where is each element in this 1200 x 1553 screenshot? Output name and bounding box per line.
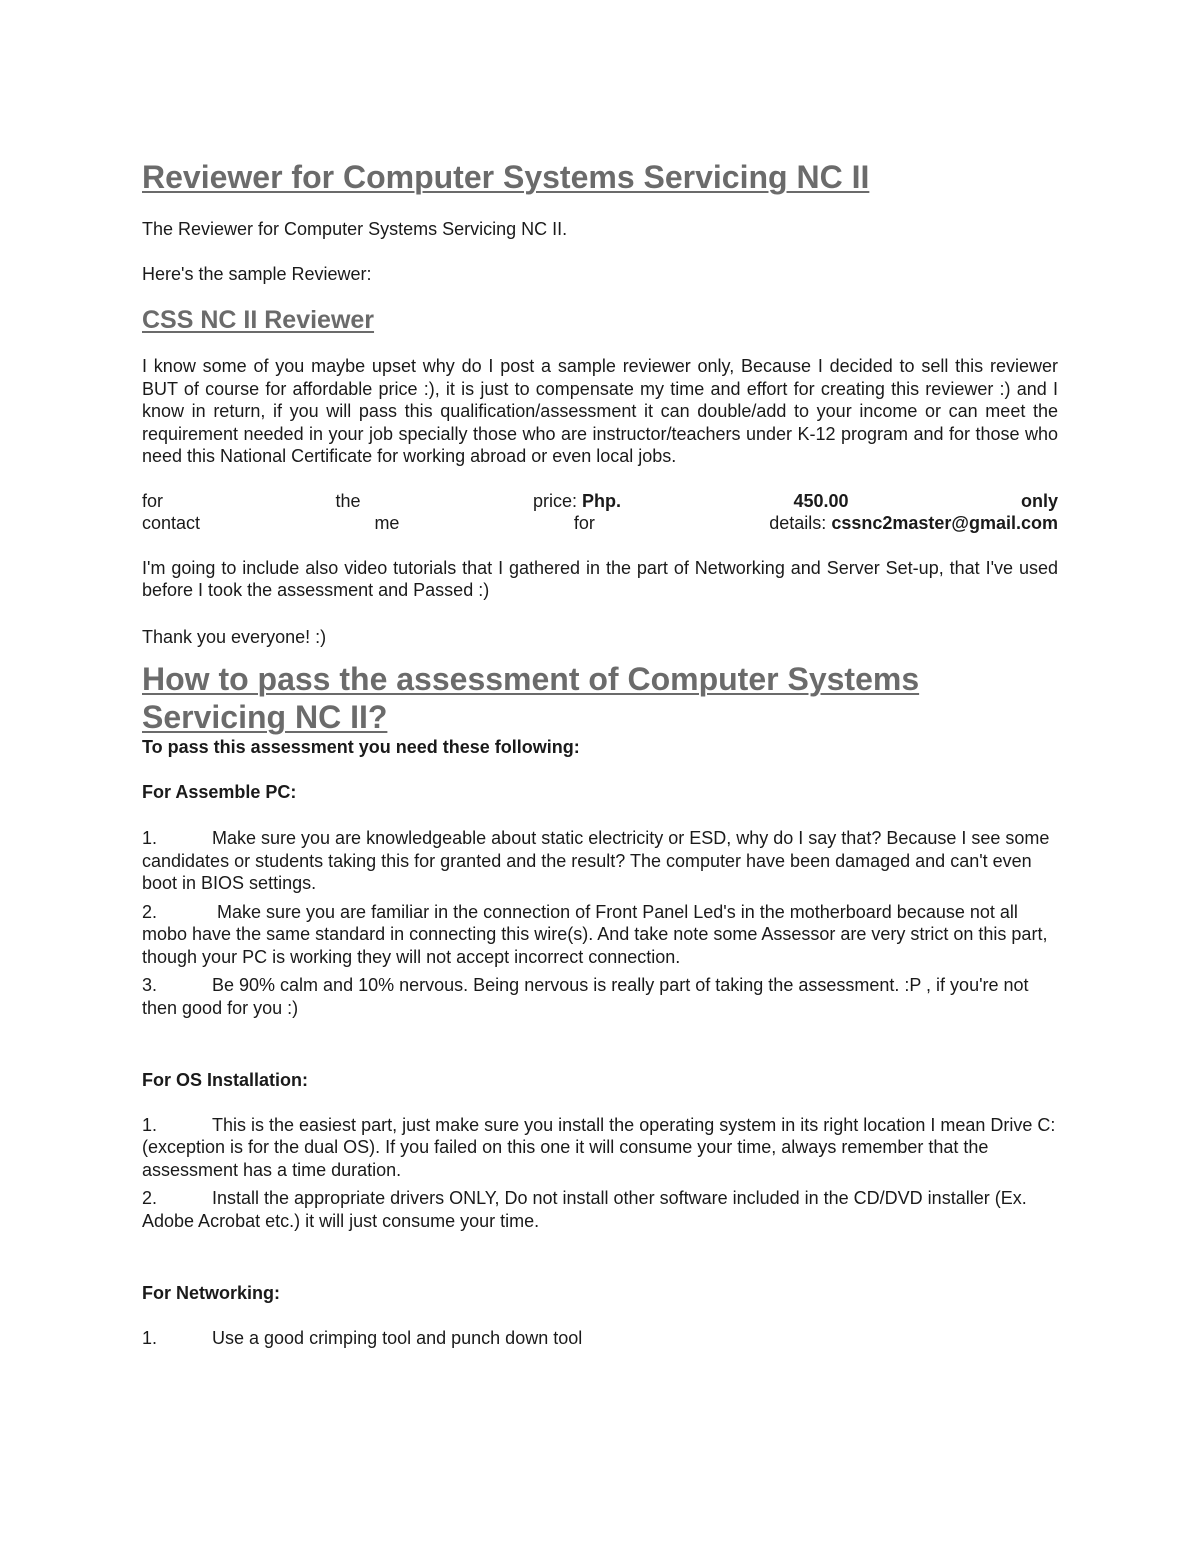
list-item: 1. Make sure you are knowledgeable about static electricity or ESD, why do I say that? Because I see some candidates or students taking this for granted and the result? The computer have been damaged and can't even boot in BIOS settings. — [142, 828, 1050, 893]
list-item: 1. Use a good crimping tool and punch down tool — [142, 1327, 583, 1348]
reviewer-heading: CSS NC II Reviewer — [142, 306, 375, 334]
price-only: only — [1020, 490, 1058, 511]
list-item: 3. Be 90% calm and 10% nervous. Being nervous is really part of taking the assessment. :P , if you're not then good for you :) — [142, 975, 1029, 1018]
how-to-pass-heading: How to pass the assessment of Computer Systems Servicing NC II? — [142, 661, 920, 735]
price-word-for: for — [142, 490, 164, 511]
price-word-the: the — [335, 490, 361, 511]
list-item: 2. Install the appropriate drivers ONLY, Do not install other software included in the CD/DVD installer (Ex. Adobe Acrobat etc.) it will just consume your time. — [142, 1188, 1027, 1231]
contact-email-link[interactable]: cssnc2master@gmail.com — [831, 513, 1058, 533]
contact-word-me: me — [374, 513, 400, 533]
page-title: Reviewer for Computer Systems Servicing NC II — [142, 159, 870, 195]
contact-word-for: for — [573, 513, 595, 533]
price-label: price: Php. — [532, 490, 621, 511]
need-line: To pass this assessment you need these following: — [142, 737, 580, 757]
section-heading-networking: For Networking: — [142, 1283, 280, 1303]
section-heading-assemble-pc: For Assemble PC: — [142, 781, 297, 802]
sample-line: Here's the sample Reviewer: — [142, 263, 372, 284]
section-heading-os-installation: For OS Installation: — [142, 1070, 309, 1090]
contact-details: details: cssnc2master@gmail.com — [769, 513, 1058, 533]
price-block — [142, 490, 1058, 535]
intro-text: The Reviewer for Computer Systems Servicing NC II. — [142, 219, 568, 239]
video-paragraph: I'm going to include also video tutorials that I gathered in the part of Networking and Server Set-up, that I've used before I took the assessment and Passed :) — [142, 557, 1058, 600]
price-line — [142, 490, 1058, 513]
contact-word-contact: contact — [142, 513, 201, 533]
price-currency: Php. — [581, 490, 621, 511]
list-item: 2. Make sure you are familiar in the connection of Front Panel Led's in the motherboard because not all mobo have the same standard in connecting this wire(s). And take note some Assessor are very strict on this part, though your PC is working they will not accept incorrect connection. — [142, 901, 1048, 967]
sales-paragraph: I know some of you maybe upset why do I post a sample reviewer only, Because I decided to sell this reviewer BUT of course for affordable price :), it is just to compensate my time and effort for creating this reviewer :) and I know in return, if you will pass this qualification/assessment it can double/add to your income or can meet the requirement needed in your job specially those who are instructor/teachers under K-12 program and for those who need this National Certificate for working abroad or even local jobs. — [142, 356, 1058, 466]
thanks-text: Thank you everyone! :) — [142, 626, 327, 647]
list-item: 1. This is the easiest part, just make sure you install the operating system in its right location I mean Drive C: (exception is for the dual OS). If you failed on this one it will consume your time, always remember that the assessment has a time duration. — [142, 1114, 1056, 1180]
document-page — [142, 158, 1058, 1349]
price-amount: 450.00 — [793, 490, 849, 511]
contact-line — [142, 512, 1058, 535]
